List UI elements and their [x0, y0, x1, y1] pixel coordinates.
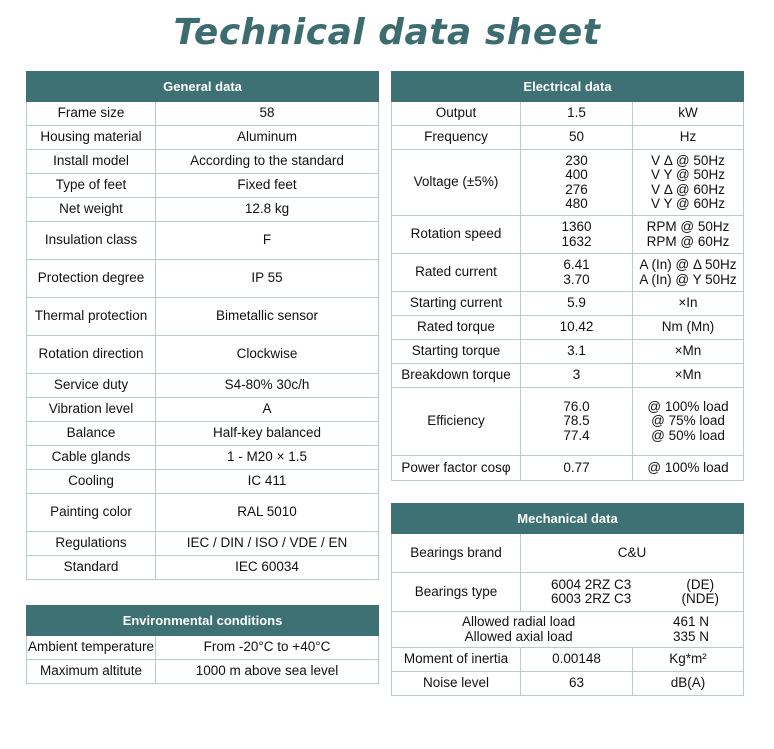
load-label: Allowed radial load — [462, 614, 576, 629]
table-row — [392, 254, 744, 292]
table-row — [27, 532, 379, 556]
table-row — [27, 174, 379, 198]
row-unit — [633, 150, 744, 216]
row-value — [521, 254, 633, 292]
voltage-value: 480 — [565, 196, 588, 211]
voltage-value: 230 — [565, 152, 588, 168]
current-unit: A (In) @ Δ 50Hz — [639, 257, 737, 272]
bearing-model: 6004 2RZ C3 — [551, 576, 632, 592]
row-value: F — [156, 222, 379, 260]
row-value: 0.77 — [521, 456, 633, 481]
bearing-position: (DE) — [686, 576, 715, 592]
row-value: 0.00148 — [521, 648, 633, 672]
row-unit — [633, 388, 744, 456]
table-row — [392, 612, 744, 648]
table-row — [392, 648, 744, 672]
table-row — [392, 672, 744, 696]
row-value: 50 — [521, 126, 633, 150]
row-label: Rotation speed — [392, 216, 521, 254]
row-label: Regulations — [27, 532, 156, 556]
table-row — [392, 573, 744, 612]
row-value — [521, 150, 633, 216]
table-row — [27, 470, 379, 494]
current-unit: A (In) @ Y 50Hz — [639, 271, 737, 287]
electrical-data-table — [391, 71, 744, 481]
row-label: Net weight — [27, 198, 156, 222]
row-value: 3.1 — [521, 340, 633, 364]
table-row — [27, 556, 379, 580]
row-unit: Nm (Mn) — [633, 316, 744, 340]
row-value: 1000 m above sea level — [156, 660, 379, 684]
row-unit — [633, 254, 744, 292]
page-title: Technical data sheet — [173, 12, 601, 53]
general-data-header: General data — [27, 72, 379, 102]
row-label: Type of feet — [27, 174, 156, 198]
table-row — [27, 126, 379, 150]
speed-unit: RPM @ 60Hz — [646, 233, 730, 249]
row-value: Bimetallic sensor — [156, 298, 379, 336]
row-value — [521, 216, 633, 254]
table-row — [27, 398, 379, 422]
efficiency-value: 78.5 — [563, 413, 590, 429]
row-unit: ×In — [633, 292, 744, 316]
row-value: IEC / DIN / ISO / VDE / EN — [156, 532, 379, 556]
row-value: 3 — [521, 364, 633, 388]
efficiency-value: 76.0 — [563, 398, 590, 414]
current-value: 3.70 — [563, 271, 590, 287]
voltage-value: 400 — [565, 167, 588, 182]
load-label: Allowed axial load — [464, 628, 573, 644]
mechanical-data-header: Mechanical data — [392, 504, 744, 534]
row-label: Ambient temperature — [27, 636, 156, 660]
row-label: Painting color — [27, 494, 156, 532]
row-label: Rated torque — [392, 316, 521, 340]
table-row — [27, 660, 379, 684]
efficiency-unit: @ 100% load — [647, 398, 729, 414]
row-value: A — [156, 398, 379, 422]
row-value: IP 55 — [156, 260, 379, 298]
row-unit: Kg*m² — [633, 648, 744, 672]
row-label: Bearings type — [392, 573, 521, 612]
voltage-unit: V Δ @ 60Hz — [651, 181, 725, 197]
row-value: IC 411 — [156, 470, 379, 494]
row-label: Vibration level — [27, 398, 156, 422]
bearing-model: 6003 2RZ C3 — [551, 591, 632, 606]
general-data-table — [26, 71, 379, 580]
row-value: Fixed feet — [156, 174, 379, 198]
table-row — [392, 126, 744, 150]
row-value: 58 — [156, 102, 379, 126]
row-label: Starting torque — [392, 340, 521, 364]
row-unit: kW — [633, 102, 744, 126]
table-row — [27, 374, 379, 398]
row-label: Cable glands — [27, 446, 156, 470]
row-value: Clockwise — [156, 336, 379, 374]
efficiency-unit: @ 50% load — [651, 427, 725, 443]
row-value: 5.9 — [521, 292, 633, 316]
voltage-value: 276 — [565, 181, 588, 197]
row-label: Noise level — [392, 672, 521, 696]
row-value: C&U — [521, 534, 744, 573]
table-row — [27, 494, 379, 532]
row-value: 63 — [521, 672, 633, 696]
row-label: Service duty — [27, 374, 156, 398]
environmental-conditions-header: Environmental conditions — [27, 606, 379, 636]
table-row — [27, 636, 379, 660]
load-value: 335 N — [672, 628, 709, 644]
table-row — [27, 222, 379, 260]
row-label: Moment of inertia — [392, 648, 521, 672]
row-unit: @ 100% load — [633, 456, 744, 481]
row-label: Output — [392, 102, 521, 126]
row-value: 12.8 kg — [156, 198, 379, 222]
row-value — [392, 612, 744, 648]
table-row — [27, 198, 379, 222]
table-row — [27, 336, 379, 374]
speed-value: 1360 — [561, 219, 592, 234]
row-label: Frequency — [392, 126, 521, 150]
table-row — [27, 298, 379, 336]
load-value: 461 N — [672, 614, 709, 629]
current-value: 6.41 — [563, 257, 590, 272]
table-row — [392, 534, 744, 573]
table-row — [27, 102, 379, 126]
row-value: IEC 60034 — [156, 556, 379, 580]
row-label: Thermal protection — [27, 298, 156, 336]
table-row — [392, 456, 744, 481]
row-value: 1.5 — [521, 102, 633, 126]
row-label: Frame size — [27, 102, 156, 126]
bearing-position: (NDE) — [681, 591, 719, 606]
table-row — [392, 388, 744, 456]
row-label: Protection degree — [27, 260, 156, 298]
voltage-unit: V Y @ 50Hz — [651, 167, 725, 182]
table-row — [392, 216, 744, 254]
row-value: Half-key balanced — [156, 422, 379, 446]
row-value: From -20°C to +40°C — [156, 636, 379, 660]
row-label: Voltage (±5%) — [392, 150, 521, 216]
row-label: Standard — [27, 556, 156, 580]
table-row — [392, 316, 744, 340]
row-value: RAL 5010 — [156, 494, 379, 532]
table-row — [392, 102, 744, 126]
row-value: Aluminum — [156, 126, 379, 150]
speed-value: 1632 — [561, 233, 592, 249]
table-row — [27, 422, 379, 446]
row-label: Balance — [27, 422, 156, 446]
row-label: Efficiency — [392, 388, 521, 456]
efficiency-unit: @ 75% load — [651, 413, 725, 429]
table-row — [27, 260, 379, 298]
row-label: Rated current — [392, 254, 521, 292]
row-value: According to the standard — [156, 150, 379, 174]
table-row — [392, 150, 744, 216]
row-label: Breakdown torque — [392, 364, 521, 388]
row-label: Rotation direction — [27, 336, 156, 374]
row-label: Insulation class — [27, 222, 156, 260]
row-label: Power factor cosφ — [392, 456, 521, 481]
row-value: 1 - M20 × 1.5 — [156, 446, 379, 470]
mechanical-data-table — [391, 503, 744, 696]
table-row — [392, 364, 744, 388]
row-unit — [633, 216, 744, 254]
row-label: Install model — [27, 150, 156, 174]
voltage-unit: V Δ @ 50Hz — [651, 152, 725, 168]
efficiency-value: 77.4 — [563, 427, 590, 443]
row-unit: ×Mn — [633, 340, 744, 364]
table-row — [27, 150, 379, 174]
row-label: Maximum altitute — [27, 660, 156, 684]
electrical-data-header: Electrical data — [392, 72, 744, 102]
table-row — [27, 446, 379, 470]
row-unit: dB(A) — [633, 672, 744, 696]
voltage-unit: V Y @ 60Hz — [651, 196, 725, 211]
row-value — [521, 388, 633, 456]
row-value: 10.42 — [521, 316, 633, 340]
row-label: Housing material — [27, 126, 156, 150]
speed-unit: RPM @ 50Hz — [646, 219, 730, 234]
row-label: Starting current — [392, 292, 521, 316]
row-label: Cooling — [27, 470, 156, 494]
row-value: S4-80% 30c/h — [156, 374, 379, 398]
row-unit: ×Mn — [633, 364, 744, 388]
row-unit: Hz — [633, 126, 744, 150]
environmental-conditions-table — [26, 605, 379, 684]
table-row — [392, 340, 744, 364]
table-row — [392, 292, 744, 316]
row-value — [521, 573, 744, 612]
row-label: Bearings brand — [392, 534, 521, 573]
